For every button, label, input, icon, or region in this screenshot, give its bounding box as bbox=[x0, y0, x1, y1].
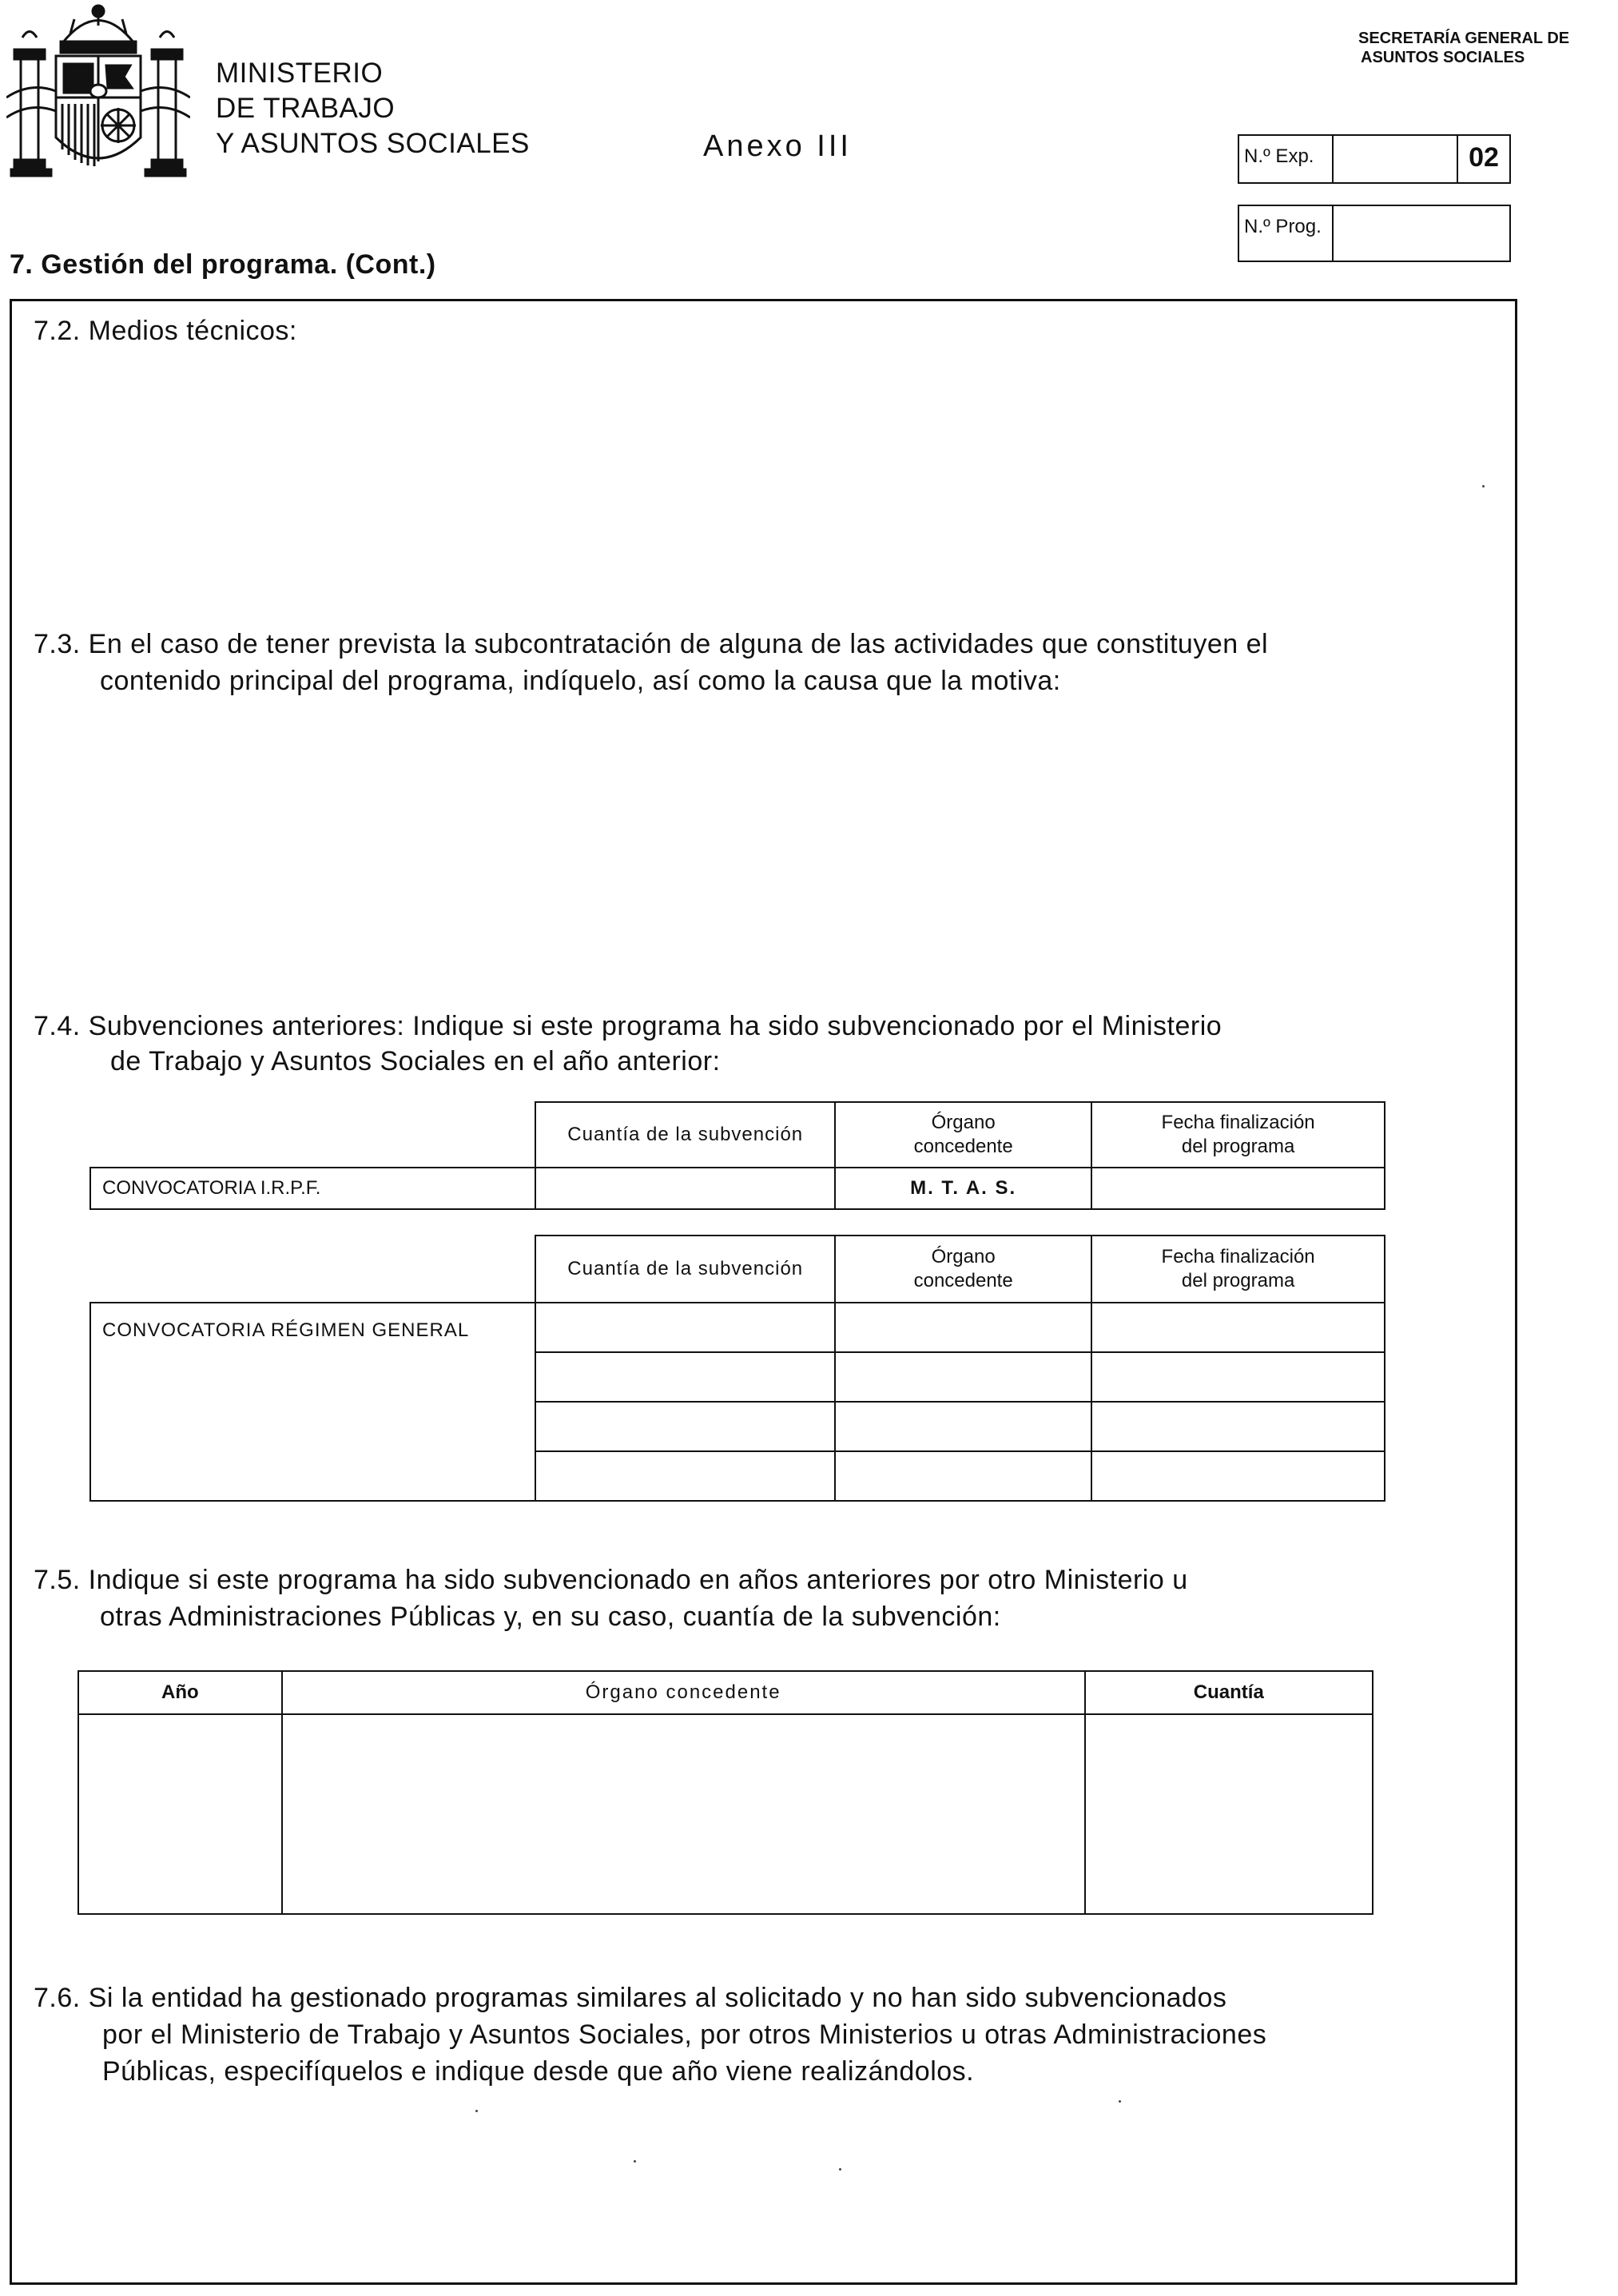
annex-title: Anexo III bbox=[703, 129, 852, 163]
table-regimen-general bbox=[89, 1235, 1385, 1502]
table-other-col-organo: Órgano concedente bbox=[282, 1671, 1085, 1714]
table-general-row-label: CONVOCATORIA RÉGIMEN GENERAL bbox=[90, 1303, 535, 1501]
question-7-3-line-1: 7.3. En el caso de tener prevista la subcontratación de alguna de las actividades que constituyen el bbox=[34, 629, 1269, 659]
ministry-line-1: MINISTERIO bbox=[216, 58, 384, 89]
table-general-col-organo-line-1: Órgano bbox=[931, 1246, 996, 1267]
table-other-organo-cell[interactable] bbox=[282, 1714, 1085, 1914]
question-7-6-line-3: Públicas, especifíquelos e indique desde que año viene realizándolos. bbox=[102, 2056, 975, 2087]
table-general-fecha-cell-1[interactable] bbox=[1091, 1303, 1385, 1352]
table-irpf-col-organo-line-2: concedente bbox=[913, 1136, 1013, 1157]
ministry-line-2: DE TRABAJO bbox=[216, 93, 396, 124]
table-general-col-organo bbox=[835, 1236, 1091, 1303]
section-title: 7. Gestión del programa. (Cont.) bbox=[10, 249, 436, 280]
exp-number-box bbox=[1238, 134, 1511, 184]
table-other-ano-cell[interactable] bbox=[78, 1714, 282, 1914]
table-irpf-col-fecha bbox=[1091, 1102, 1385, 1168]
table-general-organo-cell-1[interactable] bbox=[835, 1303, 1091, 1352]
coat-of-arms-emblem bbox=[6, 2, 190, 181]
ministry-name bbox=[216, 56, 530, 161]
question-7-3-line-2: contenido principal del programa, indíquelo, así como la causa que la motiva: bbox=[100, 666, 1061, 696]
table-general-cuantia-cell-1[interactable] bbox=[535, 1303, 835, 1352]
question-7-2: 7.2. Medios técnicos: bbox=[34, 316, 297, 346]
question-7-4-line-2: de Trabajo y Asuntos Sociales en el año anterior: bbox=[110, 1046, 721, 1076]
question-7-6-line-2: por el Ministerio de Trabajo y Asuntos Sociales, por otros Ministerios u otras Administraciones bbox=[102, 2019, 1267, 2050]
prog-label: N.º Prog. bbox=[1239, 206, 1334, 261]
table-other-cuantia-cell[interactable] bbox=[1085, 1714, 1373, 1914]
table-irpf-row-label: CONVOCATORIA I.R.P.F. bbox=[90, 1168, 535, 1209]
table-general-col-fecha-line-2: del programa bbox=[1181, 1270, 1295, 1291]
table-general-col-organo-line-2: concedente bbox=[913, 1270, 1013, 1291]
exp-number-field[interactable] bbox=[1334, 136, 1458, 182]
table-irpf-organo-cell: M. T. A. S. bbox=[835, 1168, 1091, 1209]
scan-speck bbox=[1119, 2100, 1121, 2103]
table-irpf-col-fecha-line-1: Fecha finalización bbox=[1161, 1112, 1315, 1133]
table-general-cuantia-cell-3[interactable] bbox=[535, 1402, 835, 1451]
prog-number-box bbox=[1238, 205, 1511, 262]
ministry-line-3: Y ASUNTOS SOCIALES bbox=[216, 128, 530, 159]
table-irpf-col-organo bbox=[835, 1102, 1091, 1168]
table-general-col-fecha bbox=[1091, 1236, 1385, 1303]
table-general-fecha-cell-3[interactable] bbox=[1091, 1402, 1385, 1451]
table-general-fecha-cell-2[interactable] bbox=[1091, 1352, 1385, 1402]
scan-speck bbox=[1482, 485, 1485, 487]
table-general-cuantia-cell-4[interactable] bbox=[535, 1451, 835, 1501]
exp-code: 02 bbox=[1469, 142, 1499, 173]
answer-7-6-area[interactable] bbox=[34, 2102, 1488, 2270]
prog-number-field[interactable] bbox=[1334, 206, 1509, 261]
table-other-col-ano: Año bbox=[78, 1671, 282, 1714]
exp-label: N.º Exp. bbox=[1239, 136, 1334, 182]
table-general-organo-cell-3[interactable] bbox=[835, 1402, 1091, 1451]
question-7-4-line-1: 7.4. Subvenciones anteriores: Indique si este programa ha sido subvencionado por el Ministerio bbox=[34, 1011, 1222, 1041]
table-general-col-cuantia: Cuantía de la subvención bbox=[535, 1236, 835, 1303]
table-irpf bbox=[89, 1101, 1385, 1210]
table-irpf-col-fecha-line-2: del programa bbox=[1181, 1136, 1295, 1157]
answer-7-2-area[interactable] bbox=[34, 360, 1488, 615]
table-general-cuantia-cell-2[interactable] bbox=[535, 1352, 835, 1402]
question-7-5-line-2: otras Administraciones Públicas y, en su caso, cuantía de la subvención: bbox=[100, 1602, 1001, 1632]
table-other-subsidies bbox=[78, 1670, 1374, 1915]
table-irpf-blank-header bbox=[90, 1102, 535, 1168]
table-general-organo-cell-4[interactable] bbox=[835, 1451, 1091, 1501]
scan-speck bbox=[475, 2110, 478, 2112]
scan-speck bbox=[634, 2160, 636, 2163]
table-irpf-cuantia-cell[interactable] bbox=[535, 1168, 835, 1209]
secretaria-line-2: ASUNTOS SOCIALES bbox=[1361, 49, 1525, 66]
scan-speck bbox=[839, 2168, 841, 2171]
table-general-organo-cell-2[interactable] bbox=[835, 1352, 1091, 1402]
question-7-5-line-1: 7.5. Indique si este programa ha sido subvencionado en años anteriores por otro Ministerio u bbox=[34, 1565, 1188, 1595]
table-irpf-col-cuantia: Cuantía de la subvención bbox=[535, 1102, 835, 1168]
question-7-6-line-1: 7.6. Si la entidad ha gestionado programas similares al solicitado y no han sido subvencionados bbox=[34, 1983, 1227, 2013]
answer-7-3-area[interactable] bbox=[34, 711, 1488, 991]
table-general-col-fecha-line-1: Fecha finalización bbox=[1161, 1246, 1315, 1267]
table-irpf-col-organo-line-1: Órgano bbox=[931, 1112, 996, 1133]
secretaria-general bbox=[1358, 29, 1569, 67]
table-other-col-cuantia: Cuantía bbox=[1085, 1671, 1373, 1714]
table-irpf-fecha-cell[interactable] bbox=[1091, 1168, 1385, 1209]
table-general-blank-header bbox=[90, 1236, 535, 1303]
table-general-fecha-cell-4[interactable] bbox=[1091, 1451, 1385, 1501]
secretaria-line-1: SECRETARÍA GENERAL DE bbox=[1358, 30, 1570, 47]
